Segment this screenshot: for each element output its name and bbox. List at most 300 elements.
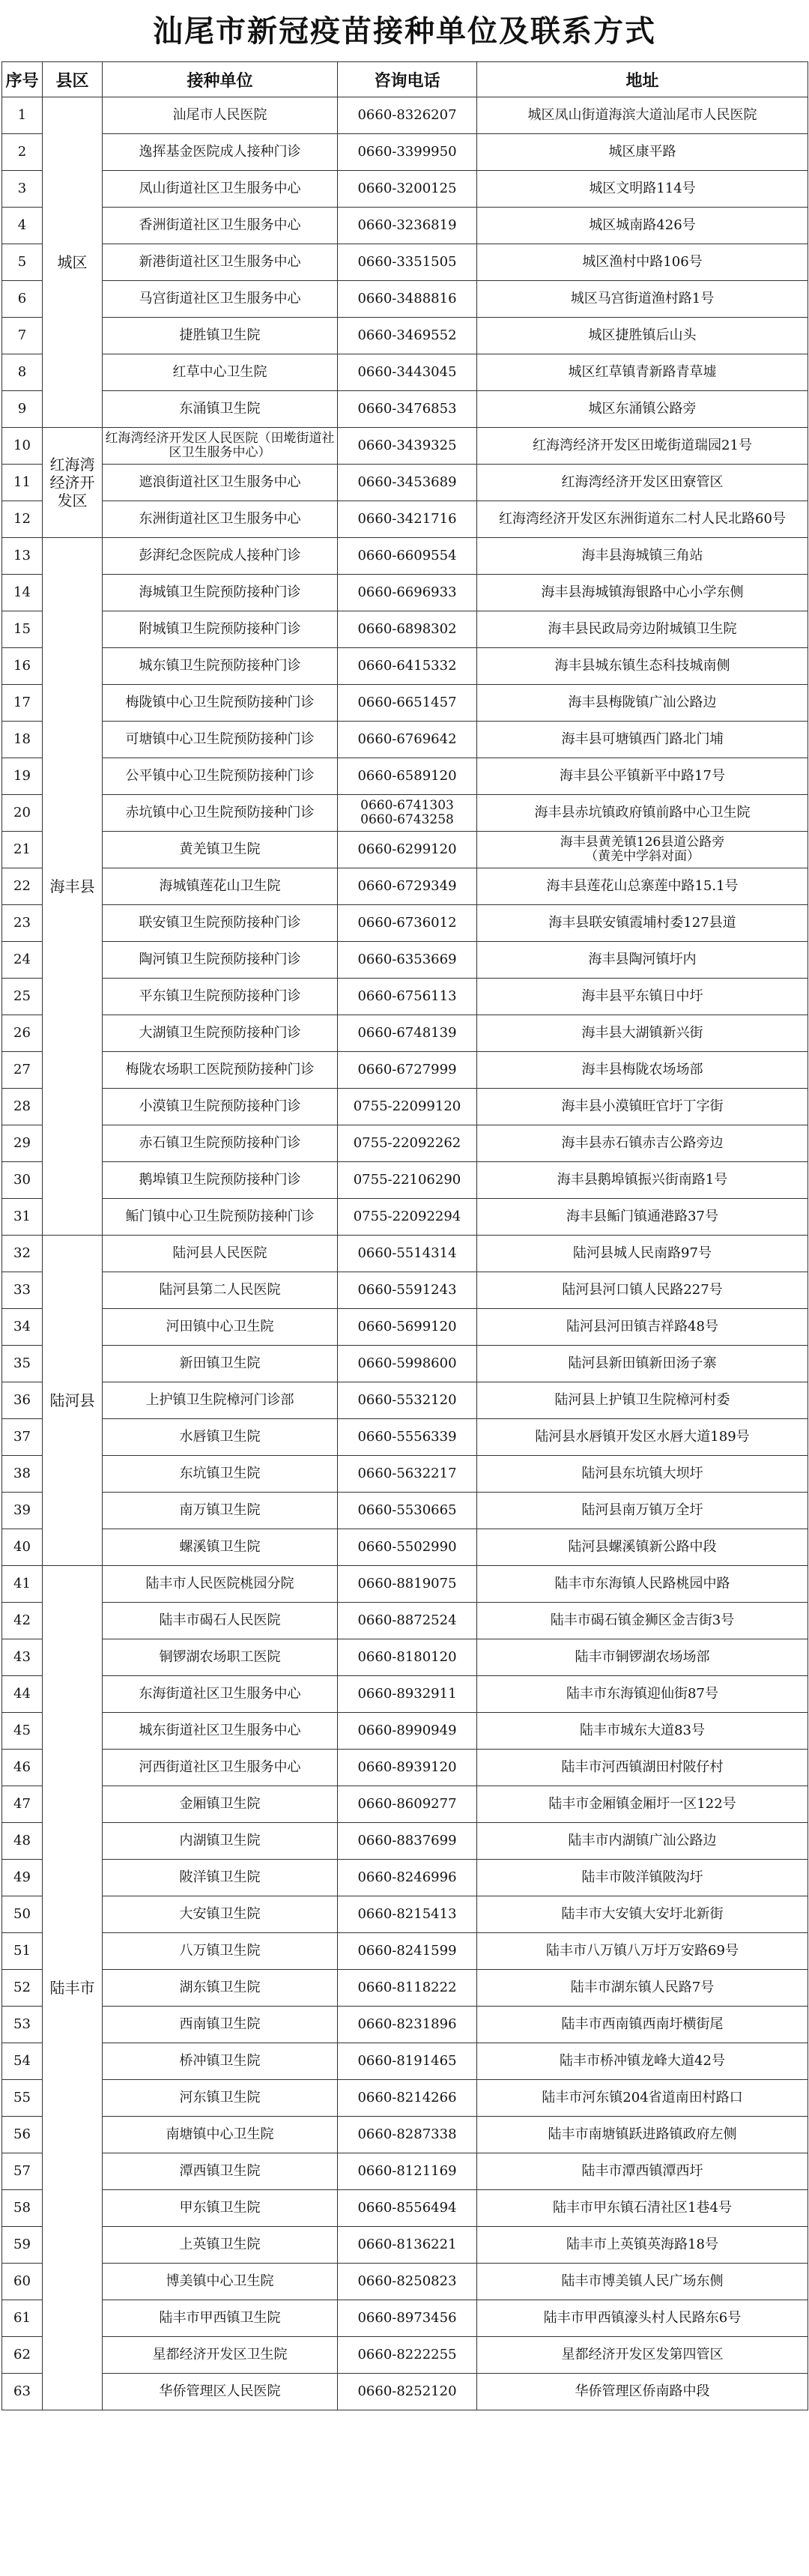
row-number: 35 (2, 1346, 43, 1382)
row-number: 7 (2, 318, 43, 354)
address: 海丰县城东镇生态科技城南侧 (477, 648, 808, 685)
table-row (2, 171, 808, 208)
address: 海丰县鹅埠镇振兴街南路1号 (477, 1162, 808, 1199)
row-number: 12 (2, 501, 43, 538)
unit-name: 赤坑镇中心卫生院预防接种门诊 (103, 795, 338, 832)
table-row (2, 2190, 808, 2227)
table-row (2, 1162, 808, 1199)
unit-name: 上英镇卫生院 (103, 2227, 338, 2264)
address: 城区红草镇青新路青草墟 (477, 354, 808, 391)
table-row (2, 722, 808, 758)
unit-name: 海城镇卫生院预防接种门诊 (103, 575, 338, 611)
row-number: 16 (2, 648, 43, 685)
row-number: 40 (2, 1529, 43, 1566)
table-row (2, 1089, 808, 1125)
address: 陆丰市博美镇人民广场东侧 (477, 2264, 808, 2300)
unit-name: 陆河县人民医院 (103, 1236, 338, 1272)
table-row (2, 1713, 808, 1750)
unit-name: 海城镇莲花山卫生院 (103, 868, 338, 905)
unit-name: 铜锣湖农场职工医院 (103, 1639, 338, 1676)
unit-name: 陶河镇卫生院预防接种门诊 (103, 942, 338, 979)
unit-name: 赤石镇卫生院预防接种门诊 (103, 1125, 338, 1162)
table-row (2, 134, 808, 171)
header-unit: 接种单位 (103, 62, 338, 97)
phone-number: 0660-8246996 (338, 1860, 477, 1896)
phone-number: 0660-8973456 (338, 2300, 477, 2337)
row-number: 3 (2, 171, 43, 208)
unit-name: 潭西镇卫生院 (103, 2153, 338, 2190)
unit-name: 东洲街道社区卫生服务中心 (103, 501, 338, 538)
table-row (2, 1676, 808, 1713)
unit-name: 博美镇中心卫生院 (103, 2264, 338, 2300)
address: 陆丰市内湖镇广汕公路边 (477, 1823, 808, 1860)
unit-name: 金厢镇卫生院 (103, 1786, 338, 1823)
address: 陆丰市金厢镇金厢圩一区122号 (477, 1786, 808, 1823)
table-row (2, 1639, 808, 1676)
unit-name: 陆丰市甲西镇卫生院 (103, 2300, 338, 2337)
table-row (2, 648, 808, 685)
unit-name: 捷胜镇卫生院 (103, 318, 338, 354)
district-cell: 海丰县 (43, 538, 103, 1236)
address: 陆河县河口镇人民路227号 (477, 1272, 808, 1309)
table-row (2, 2337, 808, 2374)
table-row (2, 1015, 808, 1052)
unit-name: 华侨管理区人民医院 (103, 2374, 338, 2410)
table-row (2, 2374, 808, 2410)
unit-name: 新田镇卫生院 (103, 1346, 338, 1382)
table-row (2, 1346, 808, 1382)
unit-name: 梅陇农场职工医院预防接种门诊 (103, 1052, 338, 1089)
table-row (2, 1933, 808, 1970)
phone-number: 0660-3399950 (338, 134, 477, 171)
phone-number: 0660-3453689 (338, 465, 477, 501)
unit-name: 东涌镇卫生院 (103, 391, 338, 428)
phone-number: 0660-8191465 (338, 2043, 477, 2080)
phone-number: 0660-6769642 (338, 722, 477, 758)
row-number: 10 (2, 428, 43, 465)
phone-number: 0660-3443045 (338, 354, 477, 391)
phone-number: 0660-8609277 (338, 1786, 477, 1823)
address: 城区东涌镇公路旁 (477, 391, 808, 428)
row-number: 49 (2, 1860, 43, 1896)
unit-name: 遮浪街道社区卫生服务中心 (103, 465, 338, 501)
table-row (2, 97, 808, 134)
table-row (2, 391, 808, 428)
row-number: 1 (2, 97, 43, 134)
unit-name: 红草中心卫生院 (103, 354, 338, 391)
row-number: 5 (2, 244, 43, 281)
phone-number: 0660-6729349 (338, 868, 477, 905)
address: 海丰县海城镇三角站 (477, 538, 808, 575)
phone-number: 0660-8250823 (338, 2264, 477, 2300)
address: 陆河县水唇镇开发区水唇大道189号 (477, 1419, 808, 1456)
phone-number: 0660-8215413 (338, 1896, 477, 1933)
unit-name: 黄羌镇卫生院 (103, 832, 338, 868)
phone-number: 0755-22092262 (338, 1125, 477, 1162)
phone-number: 0660-5514314 (338, 1236, 477, 1272)
unit-name: 东海街道社区卫生服务中心 (103, 1676, 338, 1713)
unit-name: 红海湾经济开发区人民医院（田墘街道社区卫生服务中心） (103, 428, 338, 465)
phone-number: 0755-22106290 (338, 1162, 477, 1199)
address: 陆丰市城东大道83号 (477, 1713, 808, 1750)
address: 海丰县陶河镇圩内 (477, 942, 808, 979)
address: 陆丰市湖东镇人民路7号 (477, 1970, 808, 2007)
district-cell: 红海湾经济开发区 (43, 428, 103, 538)
table-row (2, 354, 808, 391)
address: 海丰县赤石镇赤吉公路旁边 (477, 1125, 808, 1162)
row-number: 18 (2, 722, 43, 758)
phone-number: 0660-8556494 (338, 2190, 477, 2227)
row-number: 30 (2, 1162, 43, 1199)
phone-number: 0660-8872524 (338, 1603, 477, 1639)
phone-number: 0660-8837699 (338, 1823, 477, 1860)
phone-number: 0660-3488816 (338, 281, 477, 318)
phone-number: 0660-8252120 (338, 2374, 477, 2410)
unit-name: 甲东镇卫生院 (103, 2190, 338, 2227)
table-body (2, 97, 808, 2410)
table-row (2, 905, 808, 942)
table-row (2, 2117, 808, 2153)
table-row (2, 538, 808, 575)
table-row (2, 832, 808, 868)
phone-number: 0660-5532120 (338, 1382, 477, 1419)
address: 海丰县民政局旁边附城镇卫生院 (477, 611, 808, 648)
address: 海丰县海城镇海银路中心小学东侧 (477, 575, 808, 611)
unit-name: 陆丰市人民医院桃园分院 (103, 1566, 338, 1603)
table-row (2, 1970, 808, 2007)
table-row (2, 1529, 808, 1566)
row-number: 52 (2, 1970, 43, 2007)
unit-name: 陂洋镇卫生院 (103, 1860, 338, 1896)
table-row (2, 979, 808, 1015)
unit-name: 新港街道社区卫生服务中心 (103, 244, 338, 281)
row-number: 25 (2, 979, 43, 1015)
unit-name: 鲘门镇中心卫生院预防接种门诊 (103, 1199, 338, 1236)
row-number: 6 (2, 281, 43, 318)
address: 陆丰市甲西镇濠头村人民路东6号 (477, 2300, 808, 2337)
unit-name: 东坑镇卫生院 (103, 1456, 338, 1493)
address: 陆丰市河西镇湖田村陂仔村 (477, 1750, 808, 1786)
row-number: 39 (2, 1493, 43, 1529)
phone-number: 0660-3200125 (338, 171, 477, 208)
unit-name: 河西街道社区卫生服务中心 (103, 1750, 338, 1786)
address: 陆河县上护镇卫生院樟河村委 (477, 1382, 808, 1419)
table-row (2, 1382, 808, 1419)
unit-name: 内湖镇卫生院 (103, 1823, 338, 1860)
table-row (2, 1566, 808, 1603)
row-number: 60 (2, 2264, 43, 2300)
unit-name: 平东镇卫生院预防接种门诊 (103, 979, 338, 1015)
table-row (2, 281, 808, 318)
unit-name: 汕尾市人民医院 (103, 97, 338, 134)
address: 陆丰市碣石镇金狮区金吉街3号 (477, 1603, 808, 1639)
table-row (2, 575, 808, 611)
table-row (2, 2264, 808, 2300)
row-number: 38 (2, 1456, 43, 1493)
table-row (2, 1603, 808, 1639)
row-number: 24 (2, 942, 43, 979)
table-row (2, 1125, 808, 1162)
phone-number: 0660-6415332 (338, 648, 477, 685)
unit-name: 联安镇卫生院预防接种门诊 (103, 905, 338, 942)
address: 陆丰市东海镇迎仙街87号 (477, 1676, 808, 1713)
row-number: 29 (2, 1125, 43, 1162)
row-number: 22 (2, 868, 43, 905)
row-number: 9 (2, 391, 43, 428)
table-row (2, 1309, 808, 1346)
table-row (2, 2043, 808, 2080)
table-row (2, 611, 808, 648)
unit-name: 凤山街道社区卫生服务中心 (103, 171, 338, 208)
unit-name: 公平镇中心卫生院预防接种门诊 (103, 758, 338, 795)
row-number: 43 (2, 1639, 43, 1676)
unit-name: 上护镇卫生院樟河门诊部 (103, 1382, 338, 1419)
address: 海丰县小漠镇旺官圩丁字街 (477, 1089, 808, 1125)
unit-name: 大安镇卫生院 (103, 1896, 338, 1933)
row-number: 44 (2, 1676, 43, 1713)
table-row (2, 758, 808, 795)
row-number: 45 (2, 1713, 43, 1750)
phone-number: 0660-6736012 (338, 905, 477, 942)
row-number: 62 (2, 2337, 43, 2374)
address: 海丰县梅陇农场场部 (477, 1052, 808, 1089)
phone-number: 0660-3351505 (338, 244, 477, 281)
address: 陆丰市潭西镇潭西圩 (477, 2153, 808, 2190)
phone-number: 0660-8136221 (338, 2227, 477, 2264)
phone-number: 0660-6353669 (338, 942, 477, 979)
row-number: 20 (2, 795, 43, 832)
table-row (2, 2080, 808, 2117)
address: 城区凤山街道海滨大道汕尾市人民医院 (477, 97, 808, 134)
unit-name: 河田镇中心卫生院 (103, 1309, 338, 1346)
phone-number: 0660-8214266 (338, 2080, 477, 2117)
row-number: 42 (2, 1603, 43, 1639)
table-row (2, 942, 808, 979)
phone-number: 0660-6651457 (338, 685, 477, 722)
row-number: 11 (2, 465, 43, 501)
row-number: 56 (2, 2117, 43, 2153)
table-row (2, 244, 808, 281)
address: 海丰县鲘门镇通港路37号 (477, 1199, 808, 1236)
address: 陆丰市西南镇西南圩横街尾 (477, 2007, 808, 2043)
header-address: 地址 (477, 62, 808, 97)
address: 陆河县河田镇吉祥路48号 (477, 1309, 808, 1346)
table-row (2, 1750, 808, 1786)
table-header-row (2, 62, 808, 97)
table-row (2, 1896, 808, 1933)
row-number: 54 (2, 2043, 43, 2080)
phone-number: 0660-8180120 (338, 1639, 477, 1676)
address: 陆丰市东海镇人民路桃园中路 (477, 1566, 808, 1603)
row-number: 47 (2, 1786, 43, 1823)
phone-number: 0660-5591243 (338, 1272, 477, 1309)
table-row (2, 1493, 808, 1529)
unit-name: 西南镇卫生院 (103, 2007, 338, 2043)
row-number: 46 (2, 1750, 43, 1786)
table-row (2, 318, 808, 354)
row-number: 36 (2, 1382, 43, 1419)
unit-name: 可塘镇中心卫生院预防接种门诊 (103, 722, 338, 758)
address: 陆丰市铜锣湖农场场部 (477, 1639, 808, 1676)
row-number: 50 (2, 1896, 43, 1933)
address: 海丰县平东镇日中圩 (477, 979, 808, 1015)
district-cell: 陆丰市 (43, 1566, 103, 2410)
address: 海丰县黄羌镇126县道公路旁 （黄羌中学斜对面） (477, 832, 808, 868)
address: 陆河县南万镇万全圩 (477, 1493, 808, 1529)
address: 陆丰市上英镇英海路18号 (477, 2227, 808, 2264)
row-number: 41 (2, 1566, 43, 1603)
phone-number: 0660-3236819 (338, 208, 477, 244)
address: 红海湾经济开发区田寮管区 (477, 465, 808, 501)
table-row (2, 2153, 808, 2190)
address: 海丰县大湖镇新兴街 (477, 1015, 808, 1052)
unit-name: 星都经济开发区卫生院 (103, 2337, 338, 2374)
address: 城区城南路426号 (477, 208, 808, 244)
phone-number: 0660-5556339 (338, 1419, 477, 1456)
table-row (2, 501, 808, 538)
phone-number: 0660-8287338 (338, 2117, 477, 2153)
row-number: 15 (2, 611, 43, 648)
table-row (2, 1456, 808, 1493)
unit-name: 湖东镇卫生院 (103, 1970, 338, 2007)
address: 陆丰市南塘镇跃进路镇政府左侧 (477, 2117, 808, 2153)
unit-name: 香洲街道社区卫生服务中心 (103, 208, 338, 244)
address: 城区文明路114号 (477, 171, 808, 208)
phone-number: 0660-8990949 (338, 1713, 477, 1750)
address: 陆丰市甲东镇石清社区1巷4号 (477, 2190, 808, 2227)
row-number: 13 (2, 538, 43, 575)
address: 陆河县螺溪镇新公路中段 (477, 1529, 808, 1566)
unit-name: 小漠镇卫生院预防接种门诊 (103, 1089, 338, 1125)
phone-number: 0660-6741303 0660-6743258 (338, 795, 477, 832)
phone-number: 0660-6589120 (338, 758, 477, 795)
table-row (2, 465, 808, 501)
phone-number: 0660-6756113 (338, 979, 477, 1015)
phone-number: 0660-5699120 (338, 1309, 477, 1346)
table-row (2, 2300, 808, 2337)
district-cell: 陆河县 (43, 1236, 103, 1566)
phone-number: 0660-8231896 (338, 2007, 477, 2043)
unit-name: 鹅埠镇卫生院预防接种门诊 (103, 1162, 338, 1199)
row-number: 33 (2, 1272, 43, 1309)
row-number: 21 (2, 832, 43, 868)
table-row (2, 428, 808, 465)
unit-name: 南万镇卫生院 (103, 1493, 338, 1529)
row-number: 2 (2, 134, 43, 171)
header-no: 序号 (2, 62, 43, 97)
row-number: 4 (2, 208, 43, 244)
row-number: 63 (2, 2374, 43, 2410)
unit-name: 马宫街道社区卫生服务中心 (103, 281, 338, 318)
row-number: 17 (2, 685, 43, 722)
address: 星都经济开发区发第四管区 (477, 2337, 808, 2374)
address: 陆丰市陂洋镇陂沟圩 (477, 1860, 808, 1896)
address: 城区康平路 (477, 134, 808, 171)
address: 城区马宫街道渔村路1号 (477, 281, 808, 318)
row-number: 27 (2, 1052, 43, 1089)
row-number: 31 (2, 1199, 43, 1236)
row-number: 28 (2, 1089, 43, 1125)
phone-number: 0755-22092294 (338, 1199, 477, 1236)
address: 海丰县公平镇新平中路17号 (477, 758, 808, 795)
unit-name: 逸挥基金医院成人接种门诊 (103, 134, 338, 171)
row-number: 59 (2, 2227, 43, 2264)
address: 陆丰市桥冲镇龙峰大道42号 (477, 2043, 808, 2080)
table-row (2, 1236, 808, 1272)
phone-number: 0660-3439325 (338, 428, 477, 465)
unit-name: 水唇镇卫生院 (103, 1419, 338, 1456)
address: 城区捷胜镇后山头 (477, 318, 808, 354)
unit-name: 彭湃纪念医院成人接种门诊 (103, 538, 338, 575)
table-row (2, 795, 808, 832)
phone-number: 0660-3421716 (338, 501, 477, 538)
table-row (2, 1823, 808, 1860)
phone-number: 0660-5502990 (338, 1529, 477, 1566)
table-row (2, 2227, 808, 2264)
address: 陆河县新田镇新田汤子寨 (477, 1346, 808, 1382)
unit-name: 陆丰市碣石人民医院 (103, 1603, 338, 1639)
unit-name: 大湖镇卫生院预防接种门诊 (103, 1015, 338, 1052)
row-number: 51 (2, 1933, 43, 1970)
address: 城区渔村中路106号 (477, 244, 808, 281)
address: 陆丰市八万镇八万圩万安路69号 (477, 1933, 808, 1970)
phone-number: 0660-5998600 (338, 1346, 477, 1382)
unit-name: 螺溪镇卫生院 (103, 1529, 338, 1566)
row-number: 14 (2, 575, 43, 611)
row-number: 37 (2, 1419, 43, 1456)
row-number: 61 (2, 2300, 43, 2337)
row-number: 19 (2, 758, 43, 795)
unit-name: 南塘镇中心卫生院 (103, 2117, 338, 2153)
address: 红海湾经济开发区东洲街道东二村人民北路60号 (477, 501, 808, 538)
phone-number: 0660-6609554 (338, 538, 477, 575)
phone-number: 0660-6727999 (338, 1052, 477, 1089)
row-number: 34 (2, 1309, 43, 1346)
table-row (2, 2007, 808, 2043)
unit-name: 附城镇卫生院预防接种门诊 (103, 611, 338, 648)
unit-name: 城东街道社区卫生服务中心 (103, 1713, 338, 1750)
row-number: 48 (2, 1823, 43, 1860)
address: 陆河县城人民南路97号 (477, 1236, 808, 1272)
vaccination-table (1, 61, 808, 2410)
unit-name: 八万镇卫生院 (103, 1933, 338, 1970)
table-row (2, 1199, 808, 1236)
unit-name: 河东镇卫生院 (103, 2080, 338, 2117)
table-row (2, 1419, 808, 1456)
address: 陆丰市河东镇204省道南田村路口 (477, 2080, 808, 2117)
table-row (2, 1272, 808, 1309)
row-number: 55 (2, 2080, 43, 2117)
phone-number: 0755-22099120 (338, 1089, 477, 1125)
address: 陆河县东坑镇大坝圩 (477, 1456, 808, 1493)
unit-name: 桥冲镇卫生院 (103, 2043, 338, 2080)
district-cell: 城区 (43, 97, 103, 428)
phone-number: 0660-6898302 (338, 611, 477, 648)
phone-number: 0660-8118222 (338, 1970, 477, 2007)
address: 海丰县赤坑镇政府镇前路中心卫生院 (477, 795, 808, 832)
phone-number: 0660-6299120 (338, 832, 477, 868)
address: 陆丰市大安镇大安圩北新街 (477, 1896, 808, 1933)
address: 海丰县联安镇霞埔村委127县道 (477, 905, 808, 942)
table-row (2, 685, 808, 722)
row-number: 32 (2, 1236, 43, 1272)
address: 海丰县梅陇镇广汕公路边 (477, 685, 808, 722)
phone-number: 0660-3469552 (338, 318, 477, 354)
row-number: 57 (2, 2153, 43, 2190)
phone-number: 0660-6696933 (338, 575, 477, 611)
phone-number: 0660-5632217 (338, 1456, 477, 1493)
row-number: 26 (2, 1015, 43, 1052)
